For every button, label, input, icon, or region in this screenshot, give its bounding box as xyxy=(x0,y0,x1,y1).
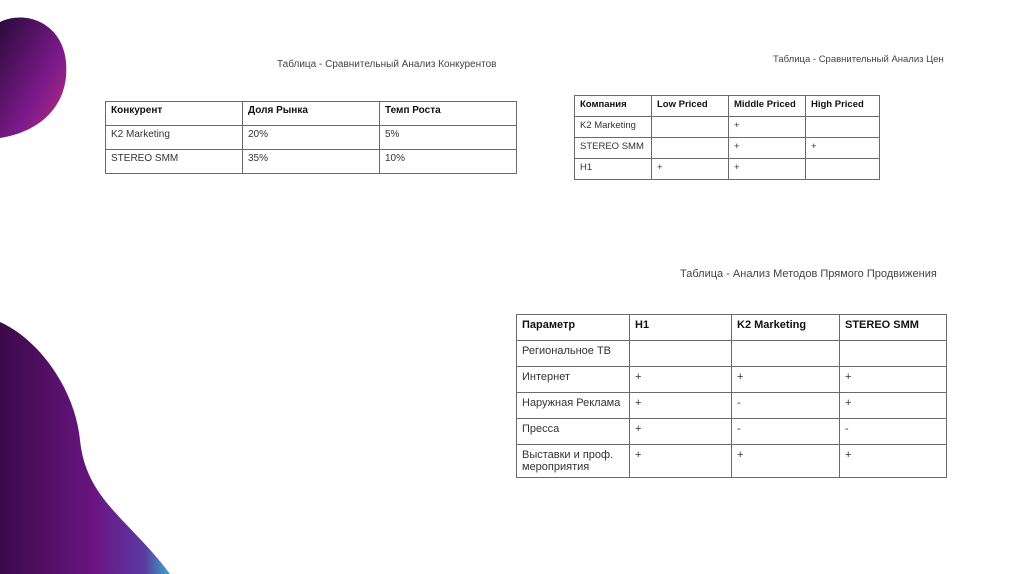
promotion-table xyxy=(516,314,947,478)
table-cell xyxy=(806,117,880,138)
table-cell: + xyxy=(840,393,947,419)
table-cell: Наружная Реклама xyxy=(517,393,630,419)
column-header: K2 Marketing xyxy=(732,315,840,341)
table-cell: 20% xyxy=(243,126,380,150)
column-header: Low Priced xyxy=(652,96,729,117)
table-cell: H1 xyxy=(575,159,652,180)
column-header: STEREO SMM xyxy=(840,315,947,341)
decorative-blob-bottom xyxy=(0,0,190,574)
table-cell: STEREO SMM xyxy=(106,150,243,174)
table-row xyxy=(106,150,517,174)
prices-table xyxy=(574,95,880,180)
table-row xyxy=(106,126,517,150)
table-cell: + xyxy=(630,367,732,393)
table-cell: + xyxy=(840,367,947,393)
table-cell: + xyxy=(729,117,806,138)
table-row xyxy=(517,341,947,367)
table-cell: + xyxy=(729,159,806,180)
table-cell xyxy=(732,341,840,367)
table-row xyxy=(517,393,947,419)
table-cell: 5% xyxy=(380,126,517,150)
column-header: Middle Priced xyxy=(729,96,806,117)
table-header-row xyxy=(517,315,947,341)
table-header-row xyxy=(575,96,880,117)
table-row xyxy=(517,445,947,478)
column-header: High Priced xyxy=(806,96,880,117)
column-header: H1 xyxy=(630,315,732,341)
column-header: Конкурент xyxy=(106,102,243,126)
table-cell: - xyxy=(732,419,840,445)
table-cell: Региональное ТВ xyxy=(517,341,630,367)
table-cell: + xyxy=(630,419,732,445)
table-cell xyxy=(840,341,947,367)
column-header: Темп Роста xyxy=(380,102,517,126)
table-cell: + xyxy=(732,367,840,393)
table-cell: + xyxy=(806,138,880,159)
table-cell: - xyxy=(732,393,840,419)
table-cell xyxy=(652,117,729,138)
table-row xyxy=(517,419,947,445)
table-cell: + xyxy=(732,445,840,478)
table-cell: + xyxy=(840,445,947,478)
promotion-table-caption: Таблица - Анализ Методов Прямого Продвижения xyxy=(680,268,937,280)
table-row xyxy=(575,159,880,180)
table-cell: K2 Marketing xyxy=(575,117,652,138)
table-row xyxy=(517,367,947,393)
table-cell: Пресса xyxy=(517,419,630,445)
table-cell xyxy=(652,138,729,159)
table-cell: 10% xyxy=(380,150,517,174)
column-header: Компания xyxy=(575,96,652,117)
table-row xyxy=(575,138,880,159)
table-cell: + xyxy=(630,393,732,419)
prices-table-caption: Таблица - Сравнительный Анализ Цен xyxy=(773,54,944,65)
table-cell: + xyxy=(652,159,729,180)
table-cell: - xyxy=(840,419,947,445)
competitors-table xyxy=(105,101,517,174)
column-header: Параметр xyxy=(517,315,630,341)
table-cell: + xyxy=(630,445,732,478)
table-cell: 35% xyxy=(243,150,380,174)
table-row xyxy=(575,117,880,138)
table-cell: Выставки и проф. мероприятия xyxy=(517,445,630,478)
table-header-row xyxy=(106,102,517,126)
table-cell: Интернет xyxy=(517,367,630,393)
table-cell: + xyxy=(729,138,806,159)
table-cell xyxy=(630,341,732,367)
table-cell: K2 Marketing xyxy=(106,126,243,150)
table-cell xyxy=(806,159,880,180)
table-cell: STEREO SMM xyxy=(575,138,652,159)
column-header: Доля Рынка xyxy=(243,102,380,126)
competitors-table-caption: Таблица - Сравнительный Анализ Конкурентов xyxy=(277,59,497,70)
